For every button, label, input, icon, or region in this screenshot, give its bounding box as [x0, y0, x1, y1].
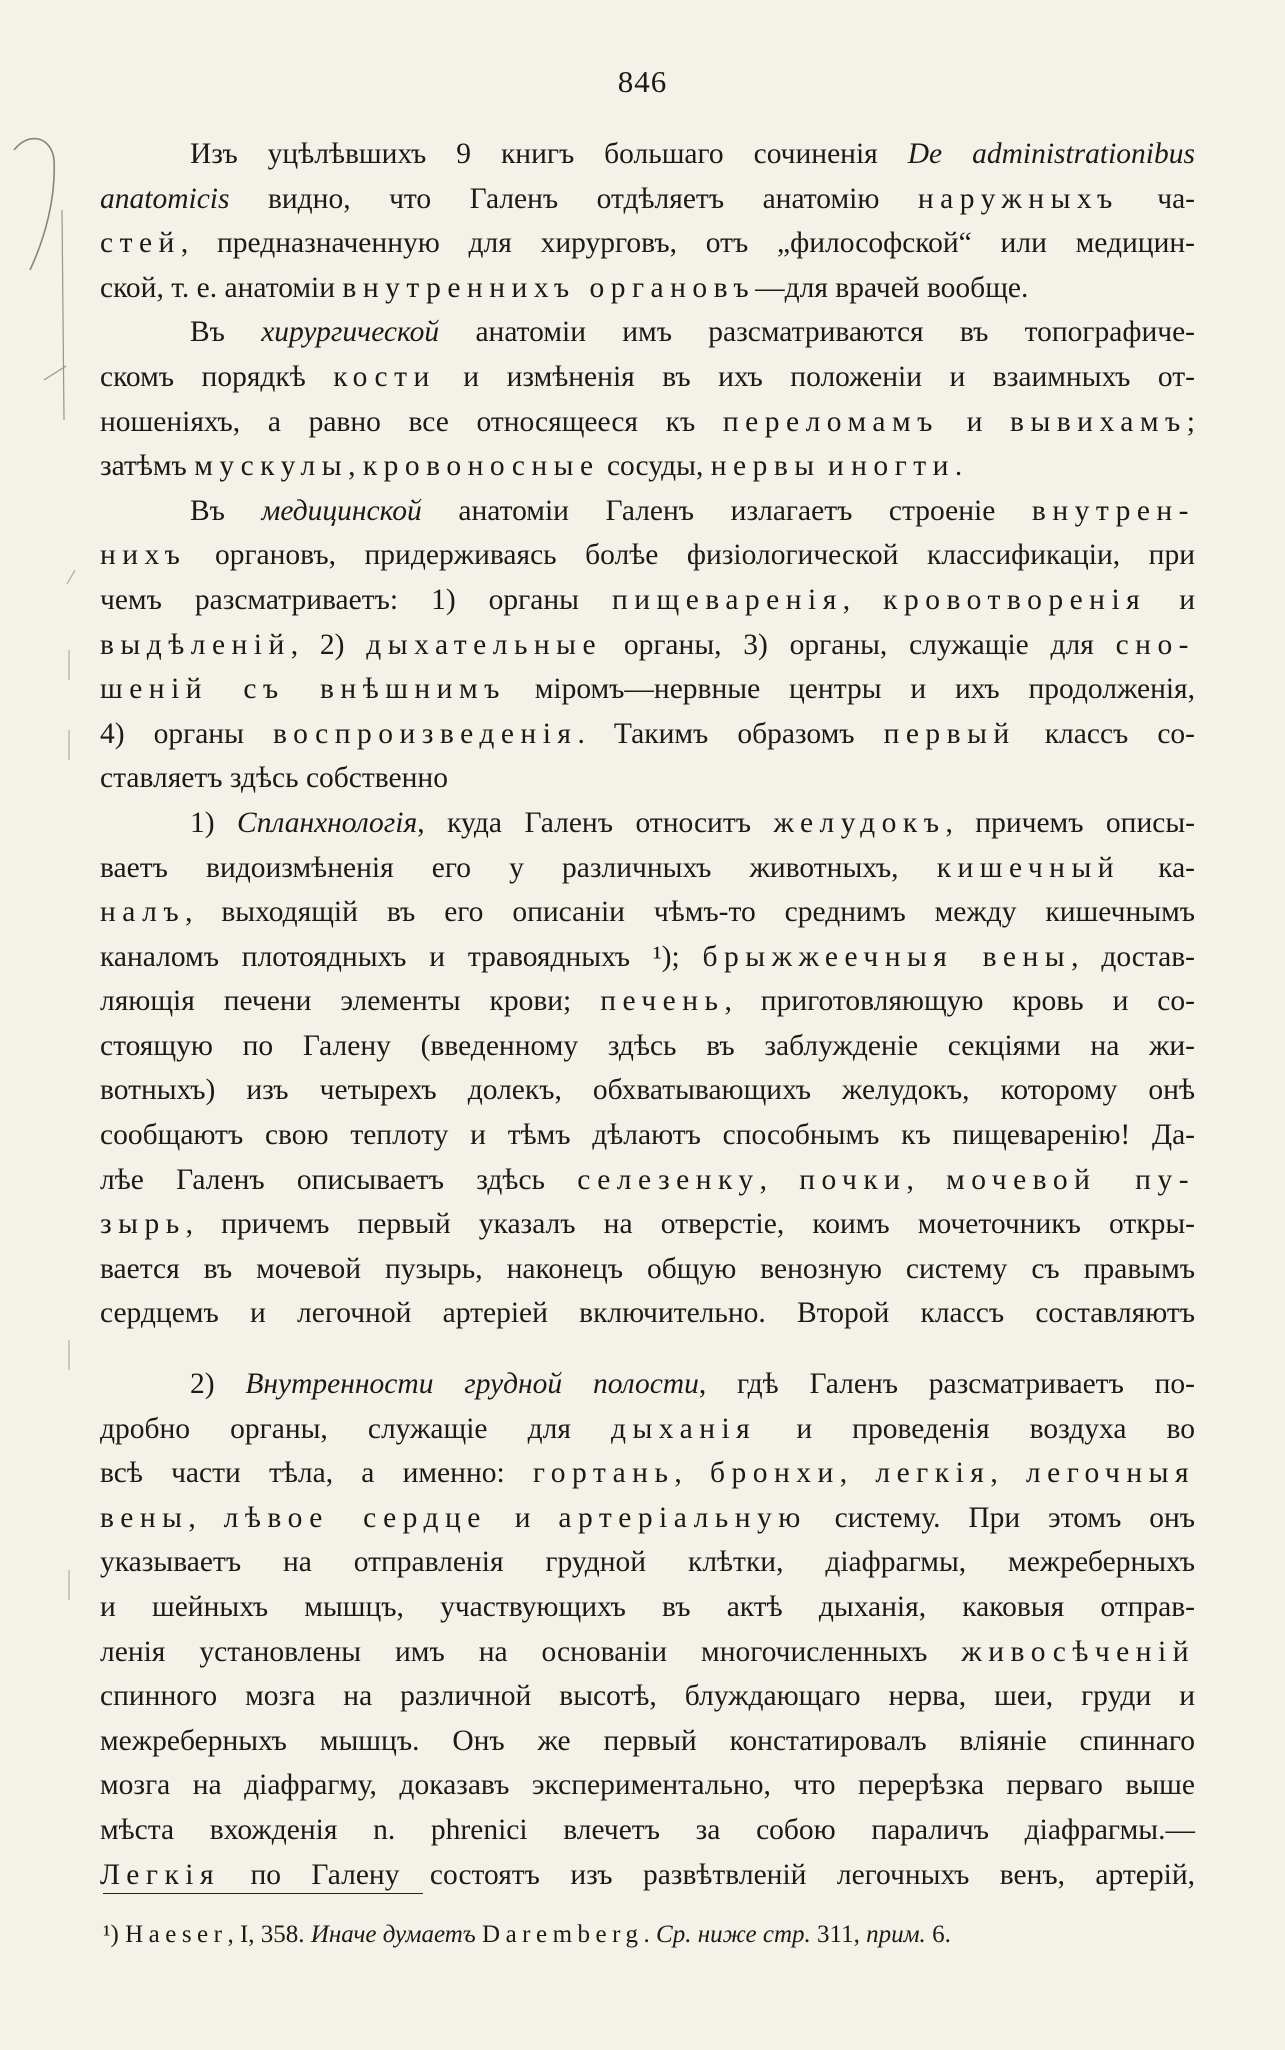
spaced-emphasis-text: легочныя [1025, 1457, 1196, 1490]
text-segment: скомъ порядкѣ [100, 360, 334, 393]
text-line [100, 979, 1195, 1024]
text-segment: спинного мозга на различной высотѣ, блуждающаго нерва, шеи, груди и [100, 1680, 1195, 1713]
text-segment: , [906, 1163, 947, 1196]
text-segment: мозга на діафрагму, доказавъ экспериментально, что перерѣзка перваго выше [100, 1769, 1195, 1802]
text-segment: дробно органы, служащіе для [100, 1412, 611, 1445]
spaced-emphasis-text: внутрен- [1031, 494, 1195, 527]
text-line [100, 1853, 1195, 1898]
text-segment: , причемъ первый указалъ на отверстіе, коимъ мочеточникъ откры- [185, 1208, 1195, 1241]
text-line [100, 355, 1195, 400]
text-segment: анатоміи имъ разсматриваются въ топографиче- [439, 316, 1195, 349]
text-segment: ваетъ видоизмѣненія его у различныхъ животныхъ, [100, 851, 937, 884]
text-segment: , выходящій въ его описаніи чѣмъ-то среднимъ между кишечнымъ [185, 896, 1195, 929]
spaced-emphasis-text: кости [333, 360, 436, 393]
text-line [100, 1585, 1195, 1630]
text-segment: видно, что Галенъ отдѣляетъ анатомію [229, 182, 918, 215]
text-segment: чемъ разсматриваетъ: 1) органы [100, 583, 612, 616]
spaced-emphasis-text: мускулы [194, 450, 349, 483]
text-segment: и [820, 450, 852, 483]
spaced-emphasis-text: печень [600, 985, 725, 1018]
spaced-emphasis-text: сно- [1115, 628, 1195, 661]
text-segment: —для врачей вообще. [755, 271, 1029, 304]
text-segment: . [643, 1921, 657, 1948]
text-segment: , [188, 1501, 224, 1534]
spaced-emphasis-text: выдѣленій [100, 628, 291, 661]
text-segment: , 2) [290, 628, 367, 661]
text-segment: и [486, 1501, 559, 1534]
spaced-emphasis-text: кровоносные [362, 450, 600, 483]
text-segment: стоящую по Галену (введенному здѣсь въ заблужденіе секціями на жи- [100, 1029, 1195, 1062]
text-segment: ской, т. е. анатоміи [100, 271, 343, 304]
margin-pencil-mark [0, 120, 90, 480]
spaced-emphasis-text: Легкія [100, 1858, 221, 1891]
footnote-rule [103, 1893, 423, 1894]
text-line [100, 444, 1195, 489]
spaced-emphasis-text: гортань [532, 1457, 675, 1490]
text-segment: указываетъ на отправленія грудной клѣтки, діафрагмы, межреберныхъ [100, 1546, 1195, 1579]
spaced-emphasis-text: первый [883, 717, 1016, 750]
italic-text: anatomicis [100, 182, 230, 215]
italic-text: Ср. ниже стр. [656, 1921, 811, 1948]
text-segment: классъ со- [1015, 717, 1195, 750]
italic-text: De administrationibus [907, 138, 1195, 170]
text-segment: вается въ мочевой пузырь, наконецъ общую венозную систему съ правымъ [100, 1252, 1195, 1285]
spaced-emphasis-text: ногти [851, 450, 955, 483]
text-segment: и [1146, 583, 1195, 616]
spaced-emphasis-text: воспроизведенія [272, 717, 578, 750]
text-segment: , достав- [1071, 940, 1195, 973]
text-line [100, 489, 1195, 534]
spaced-emphasis-text: дыхательные [366, 628, 603, 661]
text-line [100, 1451, 1195, 1496]
text-line [100, 1068, 1195, 1113]
spaced-emphasis-text: мочевой пу- [946, 1163, 1196, 1196]
text-line [100, 623, 1195, 668]
italic-text: прим. [866, 1921, 926, 1948]
text-line [100, 756, 1195, 801]
text-segment: мѣста вхожденія n. phrenici влечетъ за собою параличъ діафрагмы.— [100, 1813, 1195, 1846]
footnote [103, 1918, 1193, 1952]
text-segment: и проведенія воздуха во [756, 1412, 1196, 1445]
italic-text: Внутренности грудной полости [245, 1368, 699, 1401]
text-line [100, 1630, 1195, 1675]
text-segment: , [759, 1163, 800, 1196]
text-line [100, 712, 1195, 757]
text-segment: ношеніяхъ, а равно все относящееся къ [100, 405, 723, 438]
text-segment: 6. [925, 1921, 951, 1948]
spaced-emphasis-text: живосѣченій [961, 1635, 1195, 1668]
page-number: 846 [617, 64, 668, 99]
spaced-emphasis-text: кровотворенія [883, 583, 1147, 616]
spaced-emphasis-text: лѣвое сердце [223, 1501, 487, 1534]
text-segment: міромъ—нервные центры и ихъ продолженія, [505, 673, 1195, 706]
text-segment: 4) органы [100, 717, 273, 750]
spaced-emphasis-text: налъ [100, 896, 186, 929]
spaced-emphasis-text: нихъ [100, 539, 187, 572]
text-line [100, 1540, 1195, 1585]
text-line [100, 846, 1195, 891]
text-segment: , куда Галенъ относитъ [417, 806, 774, 839]
text-line [100, 400, 1195, 445]
spaced-emphasis-text: желудокъ [773, 806, 946, 839]
text-line [100, 177, 1195, 222]
text-line [100, 1158, 1195, 1203]
text-line [100, 1113, 1195, 1158]
spaced-emphasis-text: селезенку [577, 1163, 760, 1196]
text-segment: , [674, 1457, 710, 1490]
italic-text: Иначе думаетъ [310, 1921, 476, 1948]
spaced-emphasis-text: почки [799, 1163, 907, 1196]
spaced-emphasis-text: наружныхъ [917, 182, 1119, 215]
text-segment: . [954, 450, 963, 483]
spaced-emphasis-text: зырь [100, 1208, 186, 1241]
text-segment: лѣе Галенъ описываетъ здѣсь [100, 1163, 578, 1196]
text-line [100, 1247, 1195, 1292]
text-line [100, 1362, 1195, 1407]
text-segment: ставляетъ здѣсь собственно [100, 762, 448, 795]
text-line [100, 935, 1195, 980]
text-segment: затѣмъ [100, 450, 195, 483]
spaced-emphasis-text: легкія [875, 1457, 991, 1490]
text-segment: Въ [190, 494, 262, 527]
italic-text: Спланхнологія [237, 806, 418, 839]
margin-pencil-mark-lower [55, 570, 85, 1770]
text-segment: 1) [190, 806, 238, 839]
text-segment: и шейныхъ мышцъ, участвующихъ въ актѣ дыханія, каковыя отправ- [100, 1591, 1195, 1623]
text-segment: Изъ уцѣлѣвшихъ 9 книгъ большаго сочиненія [190, 138, 908, 170]
text-segment: 2) [190, 1368, 246, 1401]
text-line [100, 221, 1195, 266]
spaced-emphasis-text: Haeser [125, 1921, 228, 1948]
text-segment: ¹) [103, 1921, 126, 1948]
text-line [100, 801, 1195, 846]
text-segment: , приготовляющую кровь и со- [724, 985, 1195, 1018]
spaced-emphasis-text: шеній съ внѣшнимъ [100, 673, 506, 706]
text-line [100, 1407, 1195, 1452]
text-segment: сердцемъ и легочной артеріей включительно. Второй классъ составляютъ [100, 1297, 1195, 1330]
spaced-emphasis-text: дыханія [610, 1412, 757, 1445]
text-line [100, 1719, 1195, 1764]
text-segment: ленія установлены имъ на основаніи многочисленныхъ [100, 1635, 962, 1668]
text-segment: сообщаютъ свою теплоту и тѣмъ дѣлаютъ способнымъ къ пищеваренію! Да- [100, 1119, 1195, 1152]
text-line [100, 1202, 1195, 1247]
text-line [100, 578, 1195, 623]
text-line [100, 1496, 1195, 1541]
text-line [100, 310, 1195, 355]
text-segment: и измѣненія въ ихъ положеніи и взаимныхъ от- [435, 360, 1195, 393]
text-segment: межреберныхъ мышцъ. Онъ же первый констатировалъ вліяніе спиннаго [100, 1724, 1195, 1757]
text-segment: . Такимъ образомъ [577, 717, 884, 750]
body-text [100, 132, 1195, 1897]
text-line [100, 1763, 1195, 1808]
text-line [100, 266, 1195, 311]
text-segment: вотныхъ) изъ четырехъ долекъ, обхватывающихъ желудокъ, которому онѣ [100, 1074, 1195, 1107]
text-segment: органы, 3) органы, служащіе для [602, 628, 1116, 661]
text-segment: органовъ, придерживаясь болѣе физіологической классификаціи, при [186, 539, 1195, 572]
text-segment: ка- [1120, 851, 1195, 884]
text-segment: , [842, 583, 884, 616]
italic-text: медицинской [261, 494, 422, 527]
text-line [100, 890, 1195, 935]
text-segment: сосуды, [599, 450, 711, 483]
text-line [100, 1808, 1195, 1853]
italic-text: хирургической [261, 316, 440, 349]
text-segment: 311, [810, 1921, 867, 1948]
spaced-emphasis-text: пищеваренія [611, 583, 843, 616]
spaced-emphasis-text: брыжжеечныя вены [702, 940, 1072, 973]
spaced-emphasis-text: бронхи [709, 1457, 840, 1490]
spaced-emphasis-text: стей [100, 227, 181, 260]
text-segment: анатоміи Галенъ излагаетъ строеніе [421, 494, 1032, 527]
text-segment: , I, 358. [227, 1921, 311, 1948]
spaced-emphasis-text: внутреннихъ органовъ [342, 271, 756, 304]
text-segment: ча- [1118, 182, 1195, 215]
text-line [100, 132, 1195, 177]
text-segment: , [839, 1457, 876, 1490]
text-segment: , [990, 1457, 1026, 1490]
spaced-emphasis-text: Daremberg [482, 1921, 644, 1948]
spaced-emphasis-text: переломамъ [722, 405, 939, 438]
text-segment: , причемъ описы- [945, 806, 1195, 839]
text-segment: , [348, 450, 363, 483]
text-segment: ; [1186, 405, 1195, 438]
text-segment: , гдѣ Галенъ разсматриваетъ по- [698, 1368, 1195, 1401]
text-segment: систему. При этомъ онъ [806, 1501, 1195, 1534]
text-segment: Въ [190, 316, 262, 349]
spaced-emphasis-text: вены [100, 1501, 189, 1534]
text-line [100, 1291, 1195, 1336]
text-segment: , предназначенную для хирурговъ, отъ „философской“ или медицин- [180, 227, 1195, 260]
spaced-emphasis-text: артеріальную [558, 1501, 807, 1534]
text-line [100, 1024, 1195, 1069]
text-line [100, 533, 1195, 578]
spaced-emphasis-text: нервы [710, 450, 821, 483]
text-segment: по Галену состоятъ изъ развѣтвленій легочныхъ венъ, артерій, [220, 1858, 1195, 1891]
text-segment: ляющія печени элементы крови; [100, 985, 601, 1018]
text-segment: каналомъ плотоядныхъ и травоядныхъ ¹); [100, 940, 703, 973]
text-line [100, 1674, 1195, 1719]
spaced-emphasis-text: кишечный [936, 851, 1121, 884]
text-segment: и [938, 405, 1011, 438]
text-line [100, 667, 1195, 712]
text-segment: всѣ части тѣла, а именно: [100, 1457, 533, 1490]
spaced-emphasis-text: вывихамъ [1010, 405, 1187, 438]
